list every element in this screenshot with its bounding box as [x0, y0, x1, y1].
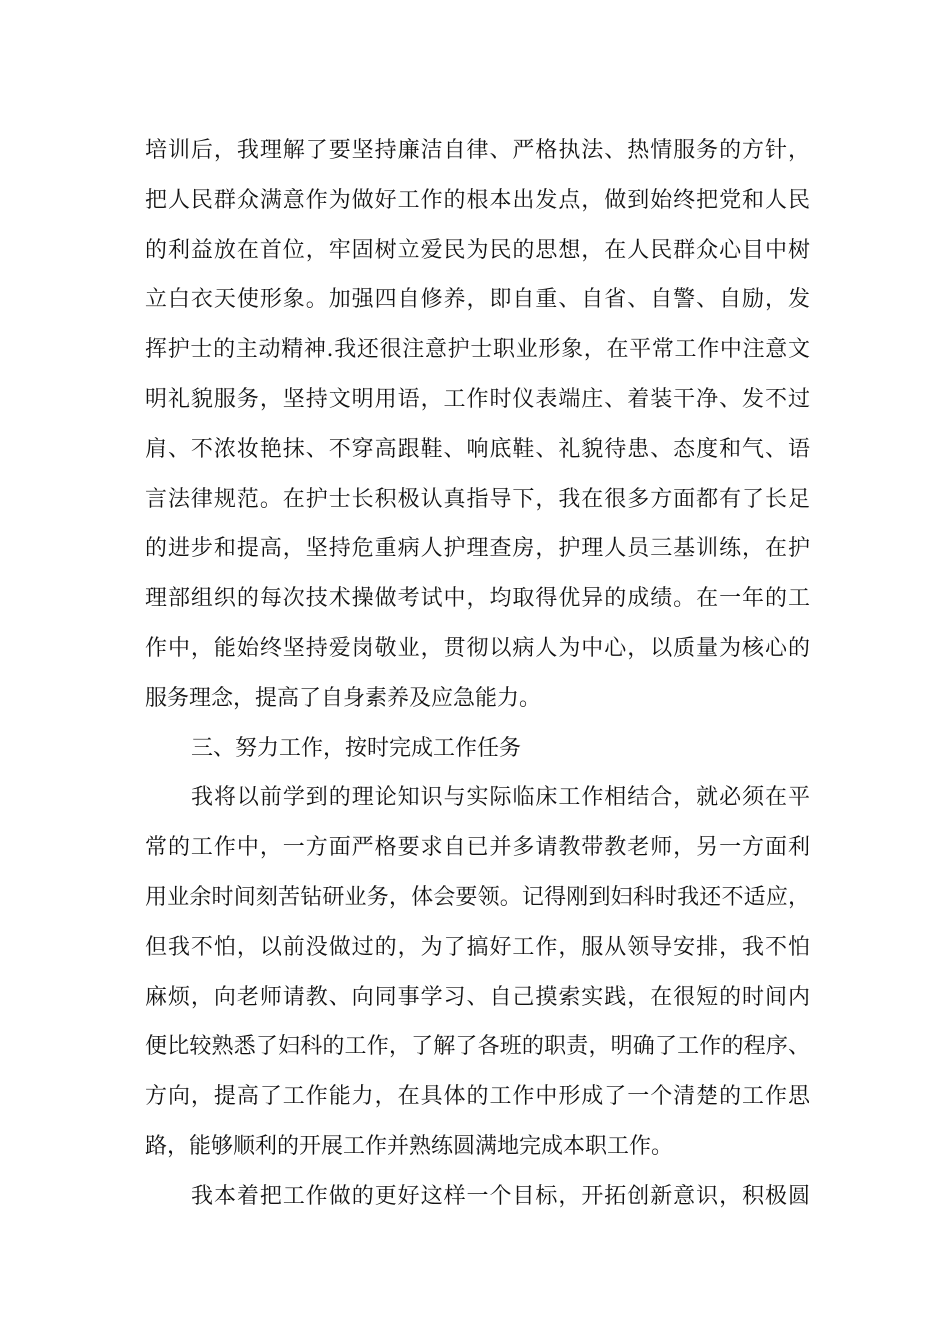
- paragraph-line: 路，能够顺利的开展工作并熟练圆满地完成本职工作。: [145, 1133, 674, 1159]
- paragraph-line: 的进步和提高，坚持危重病人护理查房，护理人员三基训练，在护: [145, 536, 810, 562]
- paragraph-line: 便比较熟悉了妇科的工作，了解了各班的职责，明确了工作的程序、: [145, 1034, 810, 1060]
- paragraph-line: 但我不怕，以前没做过的，为了搞好工作，服从领导安排，我不怕: [145, 934, 810, 960]
- document-body: [145, 126, 810, 1222]
- paragraph-line: 立白衣天使形象。加强四自修养，即自重、自省、自警、自励，发: [145, 287, 810, 313]
- paragraph-line: 常的工作中，一方面严格要求自已并多请教带教老师，另一方面利: [145, 835, 810, 861]
- paragraph-line: 挥护士的主动精神.我还很注意护士职业形象，在平常工作中注意文: [145, 337, 810, 363]
- paragraph-line: 言法律规范。在护士长积极认真指导下，我在很多方面都有了长足: [145, 486, 810, 512]
- paragraph-line: 培训后，我理解了要坚持廉洁自律、严格执法、热情服务的方针，: [145, 138, 810, 163]
- paragraph-line: 作中，能始终坚持爱岗敬业，贯彻以病人为中心，以质量为核心的: [145, 635, 810, 661]
- paragraph-line: 服务理念，提高了自身素养及应急能力。: [145, 685, 542, 711]
- paragraph-line: 的利益放在首位，牢固树立爱民为民的思想，在人民群众心目中树: [145, 237, 810, 263]
- paragraph-line: 理部组织的每次技术操做考试中，均取得优异的成绩。在一年的工: [145, 586, 810, 612]
- paragraph-line: 麻烦，向老师请教、向同事学习、自己摸索实践，在很短的时间内: [145, 984, 810, 1010]
- section-heading: 三、努力工作，按时完成工作任务: [191, 735, 522, 761]
- paragraph-1: [145, 126, 810, 724]
- paragraph-2: [145, 773, 810, 1171]
- paragraph-line: 用业余时间刻苦钻研业务，体会要领。记得刚到妇科时我还不适应，: [145, 884, 810, 910]
- paragraph-line: 肩、不浓妆艳抹、不穿高跟鞋、响底鞋、礼貌待患、态度和气、语: [145, 436, 810, 462]
- paragraph-line: 我本着把工作做的更好这样一个目标，开拓创新意识，积极圆: [191, 1183, 810, 1209]
- paragraph-line: 我将以前学到的理论知识与实际临床工作相结合，就必须在平: [191, 785, 810, 811]
- paragraph-line: 把人民群众满意作为做好工作的根本出发点，做到始终把党和人民: [145, 187, 810, 213]
- paragraph-line: 明礼貌服务，坚持文明用语，工作时仪表端庄、着装干净、发不过: [145, 386, 810, 412]
- paragraph-3: [145, 1172, 810, 1222]
- paragraph-line: 方向，提高了工作能力，在具体的工作中形成了一个清楚的工作思: [145, 1084, 810, 1110]
